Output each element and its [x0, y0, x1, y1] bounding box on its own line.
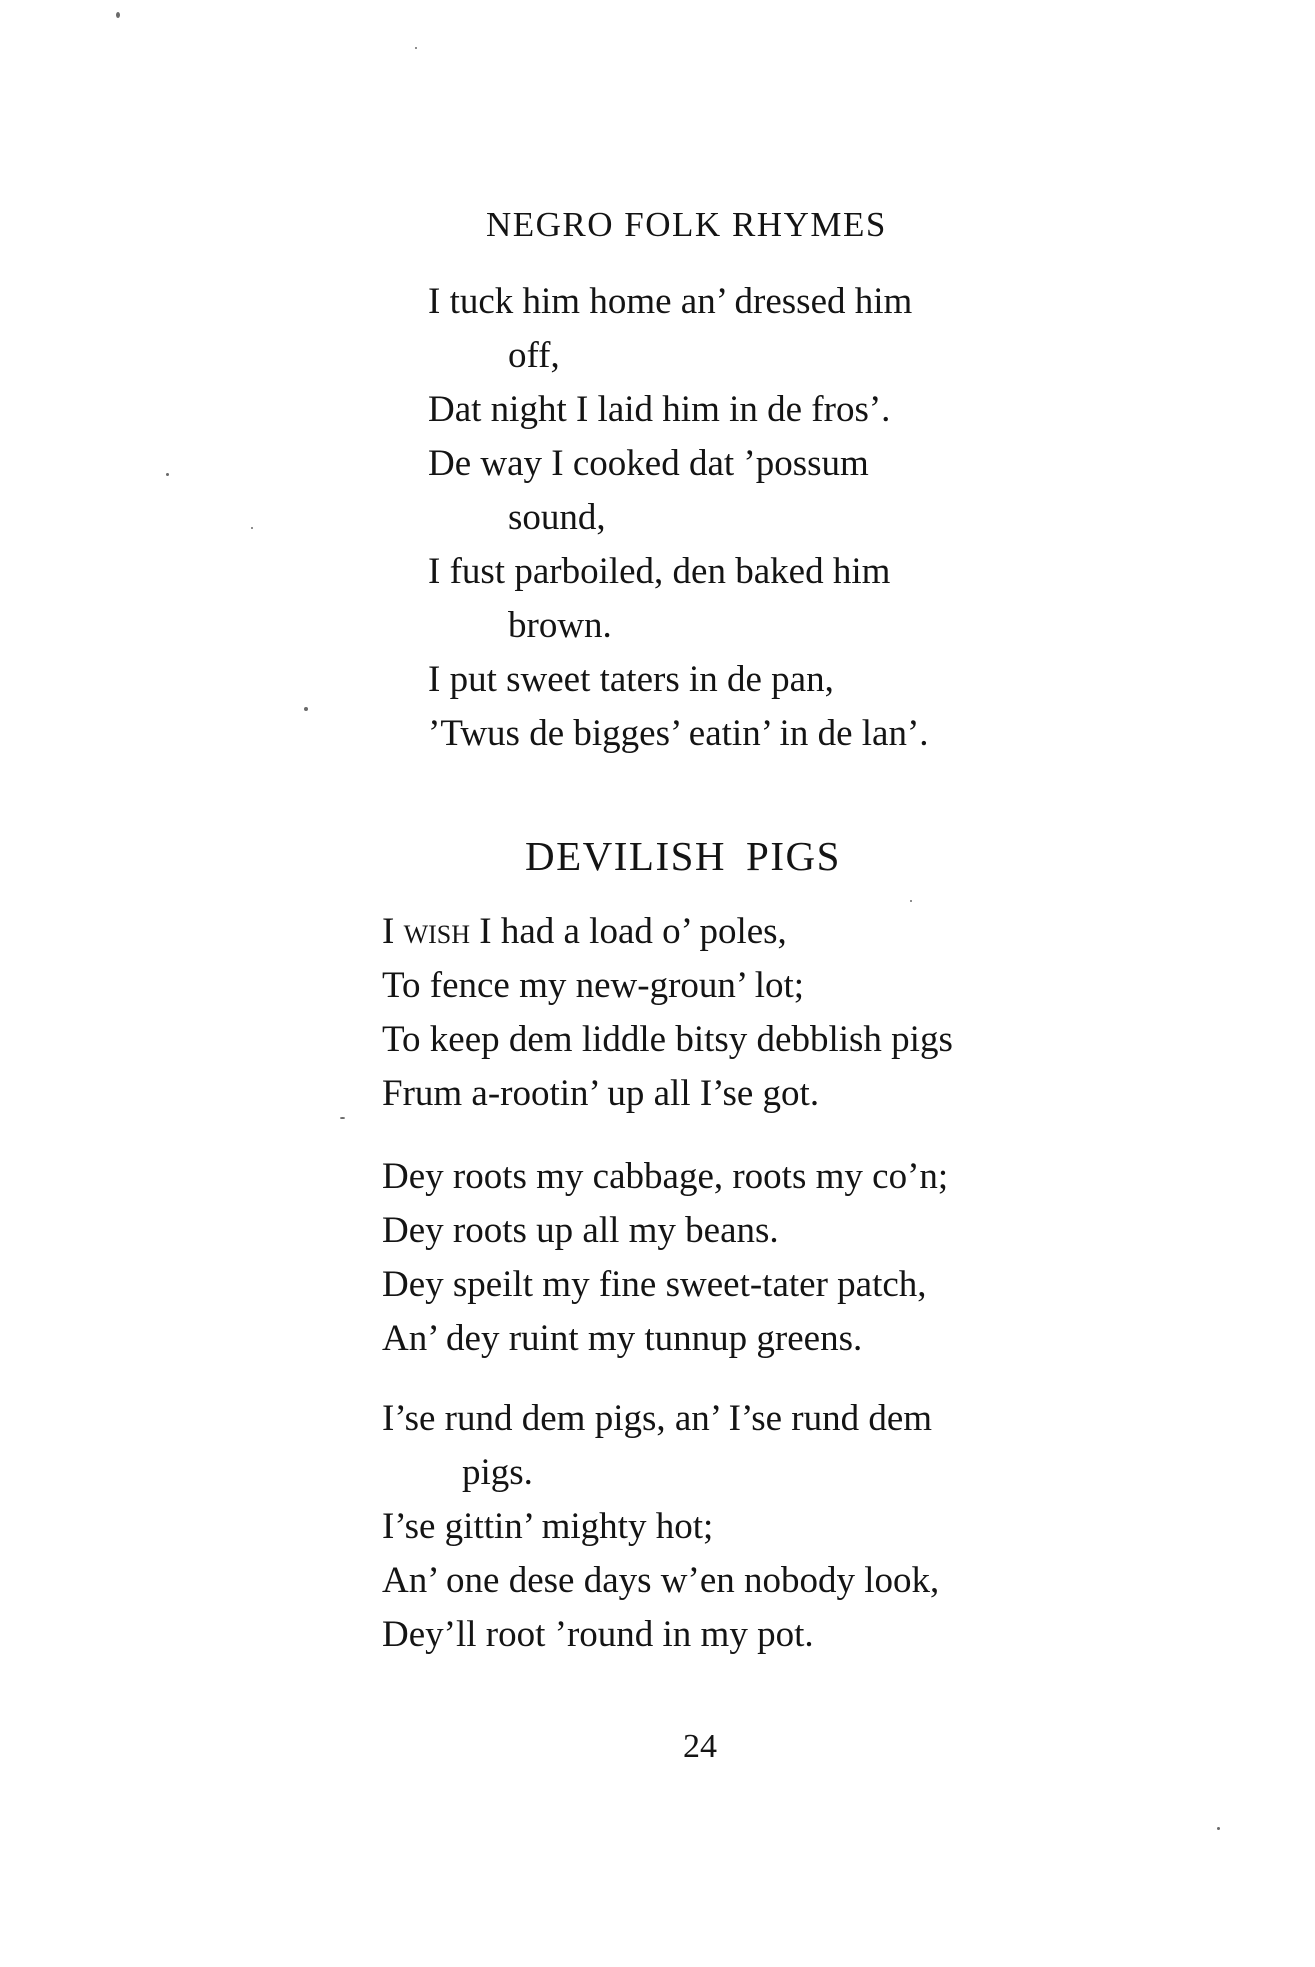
section-title-word: DEVILISH	[525, 833, 727, 879]
verse-line: De way I cooked dat ’possum	[428, 443, 869, 484]
verse-line: Dey roots my cabbage, roots my co’n;	[382, 1156, 949, 1197]
pigs-stanza-1	[382, 905, 953, 1121]
running-head: NEGRO FOLK RHYMES	[486, 205, 887, 244]
section-title-word: PIGS	[746, 833, 841, 879]
smallcaps-word: wish	[403, 911, 471, 952]
scan-speck	[910, 900, 912, 902]
verse-line-rest: I had a load o’ poles,	[479, 911, 787, 952]
scan-speck	[304, 707, 308, 711]
verse-line: Dey speilt my fine sweet-tater patch,	[382, 1264, 927, 1305]
verse-line: Dey’ll root ’round in my pot.	[382, 1614, 814, 1655]
verse-line: ’Twus de bigges’ eatin’ in de lan’.	[428, 713, 929, 754]
scan-speck	[116, 12, 120, 18]
scan-speck	[340, 1117, 345, 1119]
scan-speck	[1217, 1827, 1220, 1830]
scan-speck	[251, 527, 253, 529]
verse-line: I tuck him home an’ dressed him	[428, 281, 913, 322]
page-number: 24	[683, 1728, 717, 1765]
verse-line-continuation: pigs.	[462, 1452, 533, 1493]
section-title	[525, 832, 841, 880]
scan-speck	[415, 47, 417, 49]
verse-line: To fence my new-groun’ lot;	[382, 965, 805, 1006]
scan-speck	[166, 473, 169, 476]
verse-line: Frum a-rootin’ up all I’se got.	[382, 1073, 820, 1114]
verse-line-continuation: sound,	[508, 497, 606, 538]
verse-line-continuation: brown.	[508, 605, 612, 646]
verse-line: Dat night I laid him in de fros’.	[428, 389, 891, 430]
verse-line: I put sweet taters in de pan,	[428, 659, 834, 700]
verse-line: I’se gittin’ mighty hot;	[382, 1506, 714, 1547]
pigs-stanza-3	[382, 1392, 939, 1662]
first-word: I	[382, 911, 395, 952]
pigs-stanza-2	[382, 1150, 948, 1366]
verse-line: An’ one dese days w’en nobody look,	[382, 1560, 940, 1601]
verse-line: Dey roots up all my beans.	[382, 1210, 779, 1251]
verse-line: An’ dey ruint my tunnup greens.	[382, 1318, 863, 1359]
verse-line-continuation: off,	[508, 335, 560, 376]
verse-line: I fust parboiled, den baked him	[428, 551, 891, 592]
verse-line: I’se rund dem pigs, an’ I’se rund dem	[382, 1398, 933, 1439]
verse-line: To keep dem liddle bitsy debblish pigs	[382, 1019, 953, 1060]
possum-stanza	[428, 275, 929, 761]
verse-line	[382, 905, 953, 959]
